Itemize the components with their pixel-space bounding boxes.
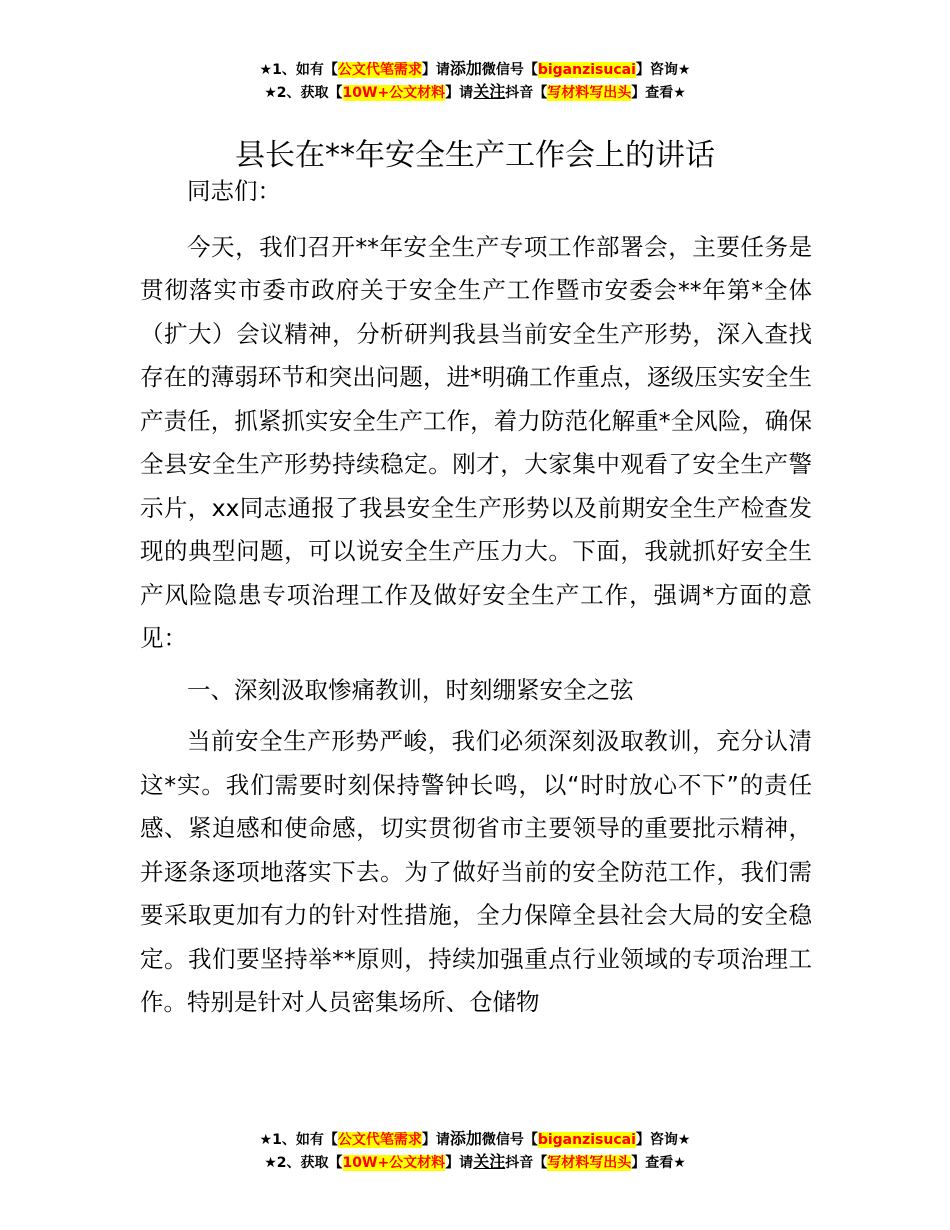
body-paragraph: 今天，我们召开**年安全生产专项工作部署会，主要任务是贯彻落实市委市政府关于安全生产工作暨市安委会**年第*全体（扩大）会议精神，分析研判我县当前安全生产形势，深入查找存在的薄弱环节和突出问题，进*明确工作重点，逐级压实安全生产责任，抓紧抓实安全生产工作，着力防范化解重*全风险，确保全县安全生产形势持续稳定。刚才，大家集中观看了安全生产警示片，xx同志通报了我县安全生产形势以及前期安全生产检查发现的典型问题，可以说安全生产压力大。下面，我就抓好安全生产风险隐患专项治理工作及做好安全生产工作，强调*方面的意见： — [140, 232, 812, 652]
footer-promo-banner — [0, 1128, 950, 1174]
promo-text: 2、获取【 — [276, 85, 343, 101]
promo-text: 2、获取【 — [276, 1155, 343, 1171]
promo-highlight: biganzisucai — [537, 1132, 636, 1148]
header-promo-banner — [0, 58, 950, 104]
promo-text: 微信号【 — [481, 62, 538, 78]
promo-line-2 — [0, 81, 950, 104]
promo-highlight: biganzisucai — [537, 62, 636, 78]
promo-text: 】咨询★ — [635, 1132, 691, 1148]
promo-emphasis: 关注 — [473, 1152, 506, 1171]
promo-text: 1、如有【 — [272, 1132, 338, 1148]
promo-text: 抖音【 — [505, 1155, 548, 1171]
promo-line-1 — [0, 1128, 950, 1151]
promo-text: 】请 — [421, 1132, 450, 1148]
promo-text: 1、如有【 — [272, 62, 338, 78]
promo-text: 】查看★ — [631, 85, 686, 101]
star-icon: ★ — [259, 1132, 273, 1148]
promo-emphasis: 添加 — [449, 59, 482, 78]
star-icon: ★ — [264, 1155, 277, 1171]
promo-text: 】咨询★ — [635, 62, 691, 78]
star-icon: ★ — [259, 62, 273, 78]
promo-highlight: 写材料写出头 — [547, 1155, 632, 1171]
promo-text: 微信号【 — [481, 1132, 538, 1148]
promo-highlight: 公文代笔需求 — [337, 1132, 422, 1148]
promo-text: 】查看★ — [631, 1155, 686, 1171]
promo-emphasis: 添加 — [449, 1129, 482, 1148]
document-body — [140, 170, 812, 1025]
body-paragraph: 当前安全生产形势严峻，我们必须深刻汲取教训，充分认清这*实。我们需要时刻保持警钟长鸣，以“时时放心不下”的责任感、紧迫感和使命感，切实贯彻省市主要领导的重要批示精神，并逐条逐项地落实下去。为了做好当前的安全防范工作，我们需要采取更加有力的针对性措施，全力保障全县社会大局的安全稳定。我们要坚持举**原则，持续加强重点行业领域的专项治理工作。特别是针对人员密集场所、仓储物 — [140, 727, 812, 1016]
salutation: 同志们： — [187, 177, 281, 205]
promo-emphasis: 关注 — [473, 82, 506, 101]
promo-highlight: 写材料写出头 — [547, 85, 632, 101]
promo-highlight: 10W+公文材料 — [342, 1155, 446, 1171]
star-icon: ★ — [264, 85, 277, 101]
promo-line-2 — [0, 1151, 950, 1174]
promo-highlight: 公文代笔需求 — [337, 62, 422, 78]
promo-text: 抖音【 — [505, 85, 548, 101]
promo-text: 】请 — [445, 1155, 474, 1171]
promo-line-1 — [0, 58, 950, 81]
promo-text: 】请 — [445, 85, 474, 101]
document-title: 县长在**年安全生产工作会上的讲话 — [235, 138, 715, 174]
section-heading: 一、深刻汲取惨痛教训，时刻绷紧安全之弦 — [187, 675, 634, 704]
promo-highlight: 10W+公文材料 — [342, 85, 446, 101]
promo-text: 】请 — [421, 62, 450, 78]
